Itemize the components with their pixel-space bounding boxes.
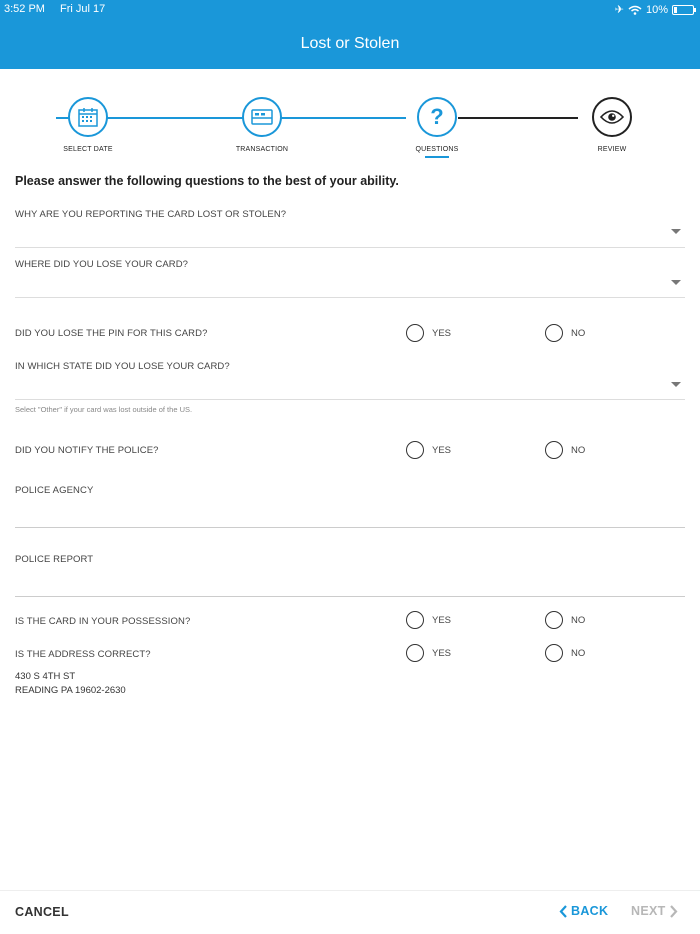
chevron-down-icon: [671, 382, 681, 387]
card-possession-no-radio[interactable]: NO: [545, 611, 585, 629]
battery-icon: [672, 5, 694, 15]
wifi-icon: [628, 5, 642, 15]
pin-lost-yes-radio[interactable]: YES: [406, 324, 451, 342]
police-agency-input[interactable]: [15, 500, 685, 527]
page-title: Lost or Stolen: [300, 35, 400, 52]
address-correct-no-radio[interactable]: NO: [545, 644, 585, 662]
address-line-2: READING PA 19602-2630: [15, 685, 126, 696]
calendar-icon: [77, 106, 99, 128]
why-reporting-label: WHY ARE YOU REPORTING THE CARD LOST OR STOLEN?: [15, 209, 287, 220]
police-report-label: POLICE REPORT: [15, 554, 94, 565]
divider: [15, 297, 685, 298]
state-lost-label: IN WHICH STATE DID YOU LOSE YOUR CARD?: [15, 361, 230, 372]
radio-circle-icon: [406, 611, 424, 629]
chevron-down-icon: [671, 280, 681, 285]
police-notified-yes-radio[interactable]: YES: [406, 441, 451, 459]
police-report-input[interactable]: [15, 569, 685, 596]
address-line-1: 430 S 4TH ST: [15, 671, 76, 682]
radio-circle-icon: [545, 611, 563, 629]
step-label: SELECT DATE: [63, 146, 113, 153]
status-date: Fri Jul 17: [60, 3, 106, 15]
step-label: TRANSACTION: [235, 146, 289, 153]
question-icon: ?: [430, 104, 444, 129]
step-transaction[interactable]: [217, 97, 307, 153]
divider: [15, 399, 685, 400]
step-label: QUESTIONS: [415, 146, 459, 153]
card-icon: [251, 109, 273, 125]
cancel-button[interactable]: CANCEL: [15, 905, 69, 919]
card-possession-label: IS THE CARD IN YOUR POSSESSION?: [15, 616, 191, 627]
police-notified-no-radio[interactable]: NO: [545, 441, 585, 459]
progress-stepper: [0, 97, 700, 157]
radio-circle-icon: [406, 324, 424, 342]
step-label: REVIEW: [597, 146, 627, 153]
divider: [15, 596, 685, 597]
where-lost-dropdown[interactable]: [15, 272, 685, 298]
state-lost-dropdown[interactable]: [15, 374, 685, 400]
status-right: [615, 3, 694, 16]
active-step-indicator: [425, 156, 449, 158]
eye-icon: [600, 109, 624, 125]
status-bar: [4, 3, 694, 17]
why-reporting-dropdown[interactable]: [15, 222, 685, 248]
pin-lost-no-radio[interactable]: NO: [545, 324, 585, 342]
pin-lost-label: DID YOU LOSE THE PIN FOR THIS CARD?: [15, 328, 208, 339]
back-button[interactable]: BACK: [559, 904, 608, 918]
radio-circle-icon: [406, 644, 424, 662]
police-agency-label: POLICE AGENCY: [15, 485, 94, 496]
next-button[interactable]: NEXT: [631, 904, 678, 918]
mailing-address: [15, 670, 126, 698]
radio-circle-icon: [545, 644, 563, 662]
step-review[interactable]: [567, 97, 657, 153]
address-correct-label: IS THE ADDRESS CORRECT?: [15, 649, 151, 660]
step-select-date[interactable]: [43, 97, 133, 153]
form-heading: Please answer the following questions to the best of your ability.: [15, 174, 399, 188]
where-lost-label: WHERE DID YOU LOSE YOUR CARD?: [15, 259, 189, 270]
step-questions[interactable]: [392, 97, 482, 158]
status-time: 3:52 PM: [4, 3, 45, 15]
state-hint: Select "Other" if your card was lost outside of the US.: [15, 405, 193, 414]
divider: [15, 527, 685, 528]
top-bar: [0, 0, 700, 69]
airplane-icon: ✈: [614, 4, 624, 16]
radio-circle-icon: [545, 324, 563, 342]
address-correct-yes-radio[interactable]: YES: [406, 644, 451, 662]
radio-circle-icon: [406, 441, 424, 459]
police-notified-label: DID YOU NOTIFY THE POLICE?: [15, 445, 159, 456]
radio-circle-icon: [545, 441, 563, 459]
battery-percent: 10%: [645, 3, 668, 16]
footer-divider: [0, 890, 700, 891]
chevron-right-icon: [670, 905, 678, 918]
card-possession-yes-radio[interactable]: YES: [406, 611, 451, 629]
chevron-left-icon: [559, 905, 567, 918]
divider: [15, 247, 685, 248]
chevron-down-icon: [671, 229, 681, 234]
